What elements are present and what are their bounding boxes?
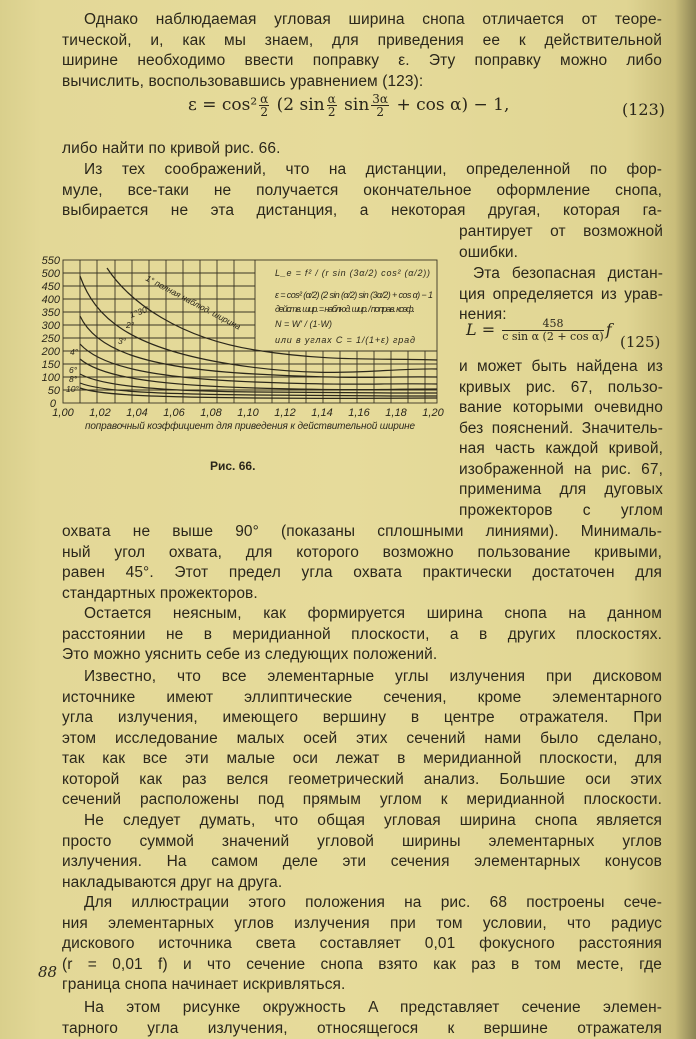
svg-text:1,12: 1,12	[274, 407, 295, 419]
fraction: $\frac{\alpha}{2}$	[327, 93, 337, 118]
text-line: ошибки.	[459, 243, 663, 264]
svg-text:1°30': 1°30'	[128, 304, 150, 320]
paragraph-2-right	[459, 222, 663, 263]
paragraph-9	[62, 998, 662, 1039]
formula-text: ε = cos²	[188, 95, 257, 115]
text-line: без пояснений. Значитель-	[459, 419, 663, 440]
text-line: вычислить, воспользовавшись уравнением (123):	[62, 72, 662, 93]
text-line: накладываются друг на друга.	[62, 873, 662, 894]
text-line: охвата не выше 90° (показаны сплошными линиями). Минималь-	[62, 522, 662, 543]
formula-123	[188, 93, 509, 118]
fraction: $\frac{458}{\text{c sin α (2 + cos α)}}$	[502, 318, 603, 343]
text-line: изображенной на рис. 67,	[459, 460, 663, 481]
paragraph-8	[62, 893, 662, 996]
text-line: применима для дуговых	[459, 480, 663, 501]
text-line: Остается неясным, как формируется ширина снопа на данном	[62, 604, 662, 625]
text-line: Это можно уяснить себе из следующих положений.	[62, 645, 662, 666]
equation-number: (123)	[622, 100, 665, 119]
svg-text:300: 300	[42, 320, 61, 332]
equation-number: (125)	[620, 333, 660, 351]
text-line: источнике имеют эллиптические сечения, кроме элементарного	[62, 688, 662, 709]
svg-text:100: 100	[42, 372, 61, 384]
text-line: которой как раз велся геометрический анализ. Большие оси этих	[62, 770, 662, 791]
annotation-actual-width: действ. шир. = наблюд. шир. / поправ. коэф.	[275, 304, 415, 314]
svg-text:1° полная наблюд. ширина: 1° полная наблюд. ширина	[144, 273, 243, 332]
svg-text:400: 400	[42, 294, 61, 306]
svg-text:1,14: 1,14	[311, 407, 332, 419]
paragraph-4-right	[459, 357, 663, 521]
text-line: рантирует от возможной	[459, 222, 663, 243]
svg-text:550: 550	[42, 255, 61, 267]
svg-text:350: 350	[42, 307, 61, 319]
formula-125	[466, 318, 612, 343]
text-line: ширине необходимо ввести поправку ε. Эту поправку можно либо	[62, 51, 662, 72]
svg-text:50: 50	[48, 385, 61, 397]
svg-text:500: 500	[42, 268, 61, 280]
text-line: (r = 0,01 f) и что сечение снопа взято как раз в том месте, где	[62, 955, 662, 976]
text-line: и может быть найдена из	[459, 357, 663, 378]
text-line: стандартных прожекторов.	[62, 584, 662, 605]
svg-text:1,06: 1,06	[163, 407, 185, 419]
formula-text: L =	[466, 320, 495, 339]
text-line: расстоянии не в меридианной плоскости, а в других плоскостях.	[62, 625, 662, 646]
text-line: ная часть каждой кривой,	[459, 439, 663, 460]
text-line: выбирается не эта дистанция, а некоторая другая, которая га-	[62, 201, 662, 222]
formula-text: f	[606, 320, 612, 339]
svg-text:1,02: 1,02	[89, 407, 110, 419]
text-line: угла излучения, имеющего вершину в центре отражателя. При	[62, 708, 662, 729]
paragraph-4	[62, 522, 662, 604]
svg-text:250: 250	[41, 333, 61, 345]
svg-text:1,08: 1,08	[200, 407, 222, 419]
svg-text:1,20: 1,20	[422, 407, 444, 419]
text-line: прожекторов с углом	[459, 501, 663, 522]
svg-text:0: 0	[50, 398, 57, 410]
svg-text:1,18: 1,18	[385, 407, 407, 419]
text-line: Из тех соображений, что на дистанции, определенной по фор-	[62, 160, 662, 181]
svg-text:450: 450	[42, 281, 61, 293]
text-line: тической, и, как мы знаем, для приведения ее к действительной	[62, 31, 662, 52]
text-line: излучения. На самом деле эти сечения элементарных конусов	[62, 852, 662, 873]
text-line: вание которыми очевидно	[459, 398, 663, 419]
paragraph-1	[62, 10, 662, 92]
formula-text: (2 sin	[277, 95, 325, 115]
x-axis-title: поправочный коэффициент для приведения к действительной ширине	[85, 420, 415, 432]
paragraph-7	[62, 811, 662, 893]
svg-text:2°: 2°	[125, 320, 135, 330]
paragraph-5	[62, 604, 662, 666]
svg-text:1,16: 1,16	[348, 407, 370, 419]
svg-text:10°: 10°	[66, 384, 79, 394]
text-line: Эта безопасная дистан-	[459, 264, 663, 285]
formula-text: sin	[344, 95, 369, 115]
figure-66-chart	[30, 248, 450, 438]
x-axis-labels	[52, 407, 444, 419]
chart-curves	[80, 268, 437, 398]
text-line: кривых рис. 67, пользо-	[459, 378, 663, 399]
svg-text:1,10: 1,10	[237, 407, 259, 419]
svg-text:1,00: 1,00	[52, 407, 74, 419]
text-line: Однако наблюдаемая угловая ширина снопа отличается от теоре-	[62, 10, 662, 31]
svg-text:1,04: 1,04	[126, 407, 147, 419]
svg-text:3°: 3°	[118, 336, 127, 346]
figure-caption: Рис. 66.	[210, 459, 255, 473]
text-line: этом исследование малых осей этих сечений нами было сделано,	[62, 729, 662, 750]
text-line: просто суммой значений угловой ширины элементарных углов	[62, 832, 662, 853]
page-number: 88	[38, 963, 57, 981]
annotation-le: L_e = f² / (r sin (3α/2) cos² (α/2))	[275, 268, 430, 278]
paragraph-2	[62, 160, 662, 222]
svg-text:8°: 8°	[69, 374, 78, 384]
text-line: тарного угла излучения, относящегося к вершине отражателя	[62, 1019, 662, 1039]
annotation-epsilon: ε = cos² (α/2) (2 sin (α/2) sin (3α/2) + cos α) − 1	[275, 290, 433, 300]
svg-text:4°: 4°	[70, 347, 79, 357]
chart-annotations	[275, 268, 433, 345]
text-line: граница снопа начинает искривляться.	[62, 975, 662, 996]
annotation-degrees: или в углах C = 1/(1+ε) град	[275, 335, 415, 345]
text-line: ция определяется из урав-	[459, 285, 663, 306]
text-line: дискового источника света составляет 0,01 фокусного расстояния	[62, 934, 662, 955]
text-line: сечений расположены под прямым углом к меридианной плоскости.	[62, 790, 662, 811]
svg-text:200: 200	[41, 346, 61, 358]
text-line: Не следует думать, что общая угловая ширина снопа является	[62, 811, 662, 832]
text-line: Для иллюстрации этого положения на рис. 68 построены сече-	[62, 893, 662, 914]
svg-text:6°: 6°	[69, 365, 78, 375]
fraction: $\frac{\alpha}{2}$	[259, 93, 269, 118]
text-line: нения:	[459, 305, 663, 326]
text-line: муле, все-таки не получается окончательное оформление снопа,	[62, 181, 662, 202]
text-line: так как все эти малые оси лежат в меридианной плоскости, для	[62, 749, 662, 770]
text-line: ния элементарных углов излучения при том условии, что радиус	[62, 914, 662, 935]
svg-text:150: 150	[42, 359, 61, 371]
annotation-n: N = W' / (1·W)	[275, 319, 332, 329]
fraction: $\frac{3\alpha}{2}$	[371, 93, 389, 118]
text-line: равен 45°. Этот предел угла охвата практически достаточен для	[62, 563, 662, 584]
y-axis-labels	[41, 255, 61, 410]
paragraph-6	[62, 667, 662, 811]
text-line: Известно, что все элементарные углы излучения при дисковом	[62, 667, 662, 688]
text-line: ный угол охвата, для которого возможно пользование кривыми,	[62, 543, 662, 564]
text-line: либо найти по кривой рис. 66.	[62, 139, 662, 160]
text-line: На этом рисунке окружность A представляет сечение элемен-	[62, 998, 662, 1019]
paragraph-1-end	[62, 139, 662, 160]
formula-text: + cos α) − 1,	[396, 95, 509, 115]
